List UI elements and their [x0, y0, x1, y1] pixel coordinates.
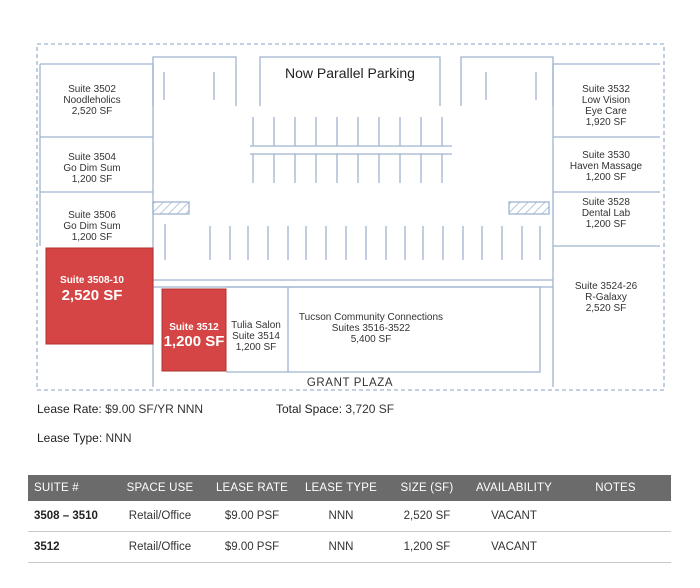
cell-notes [560, 501, 671, 532]
cell-suite: 3508 – 3510 [28, 501, 112, 532]
cell-size: 2,520 SF [386, 501, 468, 532]
lease-rate [37, 402, 203, 416]
suite-label-line: Eye Care [585, 106, 627, 117]
suite-label-line: 1,200 SF [71, 174, 113, 185]
header-notes: NOTES [560, 475, 671, 501]
hatched-island [153, 202, 189, 214]
suite-label-line: Tucson Community Connections [298, 312, 444, 323]
suite-label-line: 1,200 SF [71, 232, 113, 243]
suite-label-line: Suites 3516-3522 [331, 323, 411, 334]
suite-label-line: 1,920 SF [585, 117, 627, 128]
cell-lease-rate: $9.00 PSF [208, 501, 296, 532]
hatched-island [509, 202, 549, 214]
lease-type [37, 431, 132, 445]
suite-3530-label [570, 150, 643, 183]
suite-3516-3522-label [299, 312, 443, 345]
suite-label-line: 2,520 SF [585, 303, 627, 314]
suite-label-line: 1,200 SF [585, 172, 627, 183]
suite-label-line: Suite 3502 [68, 84, 116, 95]
table-header-row [28, 475, 671, 501]
suite-label-line: Suite 3514 [232, 331, 280, 342]
vacant-suites [46, 248, 226, 371]
cell-space-use: Retail/Office [112, 532, 208, 563]
header-lease-type: LEASE TYPE [296, 475, 386, 501]
cell-lease-type: NNN [296, 532, 386, 563]
suite-3508-10-label [60, 275, 124, 304]
parking-bay-left [153, 57, 236, 106]
cell-availability: VACANT [468, 532, 560, 563]
suite-3528-label [582, 197, 631, 230]
suite-label-line: Tulia Salon [231, 320, 281, 331]
suite-label-line: Suite 3530 [582, 150, 630, 161]
header-suite: SUITE # [28, 475, 112, 501]
table-row [28, 532, 671, 563]
total-space [276, 402, 394, 416]
suites-table [28, 475, 671, 563]
cell-suite: 3512 [28, 532, 112, 563]
header-space-use: SPACE USE [112, 475, 208, 501]
suite-label-line: Noodleholics [63, 95, 121, 106]
cell-availability: VACANT [468, 501, 560, 532]
suite-label-line: Suite 3506 [68, 210, 116, 221]
suite-3512-label [164, 322, 225, 350]
lease-type-label: Lease Type: [37, 431, 103, 445]
total-space-value: 3,720 SF [345, 402, 395, 416]
cell-lease-type: NNN [296, 501, 386, 532]
suite-label-line: Suite 3504 [68, 152, 116, 163]
suite-label-line: Haven Massage [569, 161, 643, 172]
suite-label-line: 5,400 SF [350, 334, 392, 345]
parking-bay-right [461, 57, 553, 106]
suite-label-line: 1,200 SF [585, 219, 627, 230]
suite-3514-label [231, 320, 281, 353]
suite-3504-label [63, 152, 120, 185]
suite-label-line: Suite 3524-26 [574, 281, 638, 292]
suite-label-line: Suite 3528 [582, 197, 630, 208]
lease-rate-value: $9.00 SF/YR NNN [105, 402, 204, 416]
parking-note: Now Parallel Parking [285, 65, 415, 81]
suite-label-line: 1,200 SF [235, 342, 277, 353]
suite-label-line: Dental Lab [581, 208, 631, 219]
suite-label-line: 2,520 SF [61, 287, 123, 304]
suite-3502-label [63, 84, 120, 117]
suite-label-line: 2,520 SF [71, 106, 113, 117]
cell-space-use: Retail/Office [112, 501, 208, 532]
suite-label-line: Go Dim Sum [63, 163, 121, 174]
table-row [28, 501, 671, 532]
suite-3506-label [63, 210, 120, 243]
total-space-label: Total Space: [276, 402, 343, 416]
suite-label-line: 1,200 SF [163, 333, 225, 350]
header-lease-rate: LEASE RATE [208, 475, 296, 501]
suite-label-line: Low Vision [581, 95, 631, 106]
cell-lease-rate: $9.00 PSF [208, 532, 296, 563]
header-availability: AVAILABILITY [468, 475, 560, 501]
lease-type-value: NNN [105, 431, 132, 445]
cell-size: 1,200 SF [386, 532, 468, 563]
cell-notes [560, 532, 671, 563]
suite-label-line: R-Galaxy [585, 292, 627, 303]
street-name: GRANT PLAZA [306, 377, 394, 389]
suite-3524-26-label [575, 281, 638, 314]
suite-label-line: Go Dim Sum [63, 221, 121, 232]
lease-rate-label: Lease Rate: [37, 402, 102, 416]
suite-label-line: Suite 3532 [582, 84, 630, 95]
suite-label-line: Suite 3508-10 [60, 275, 124, 286]
suite-label-line: Suite 3512 [169, 322, 219, 333]
header-size: SIZE (SF) [386, 475, 468, 501]
suite-3532-label [582, 84, 630, 128]
